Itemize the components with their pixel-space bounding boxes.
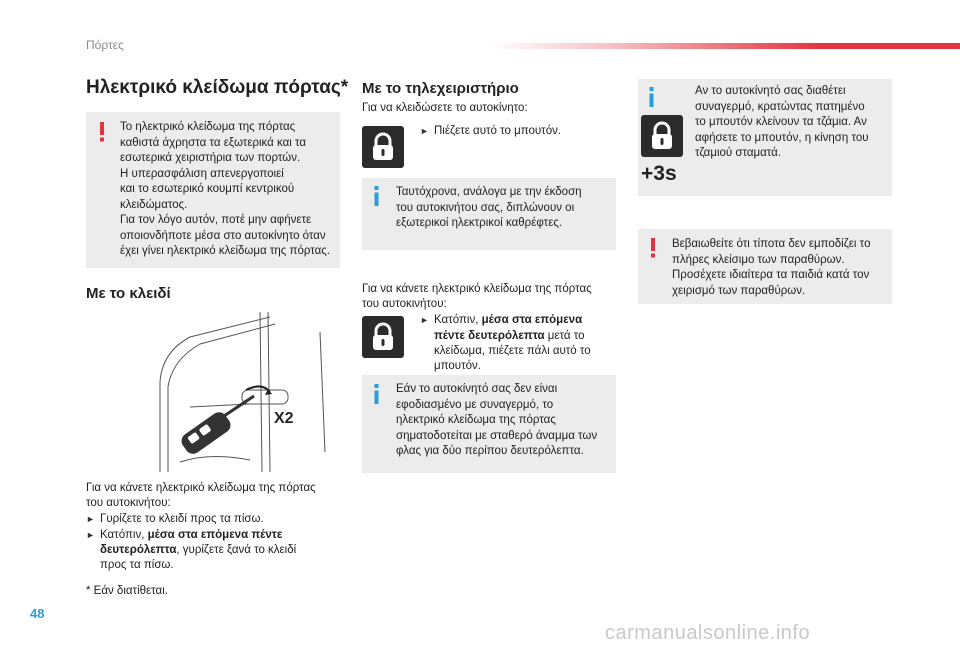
key-step-2: ► Κατόπιν, μέσα στα επόμενα πέντε [86, 528, 282, 544]
footnote: * Εάν διατίθεται. [86, 585, 168, 597]
then-step-cont-2: κλείδωμα, πιέζετε πάλι αυτό το [434, 345, 591, 357]
then-step: ► Κατόπιν, μέσα στα επόμενα [420, 313, 582, 329]
warning-icon [98, 122, 106, 142]
warning-windows-text: Βεβαιωθείτε ότι τίποτα δεν εμποδίζει το πλήρες κλείσιμο των παραθύρων. Προσέχετε ιδιαίτερα τα παιδιά κατά τον χειρισμό των παραθύρων. [672, 238, 871, 297]
then-step-cont-1: πέντε δευτερόλεπτα μετά το [434, 330, 585, 342]
info-icon [373, 384, 380, 404]
header-accent-bar [490, 43, 960, 49]
key-step-2-cont: δευτερόλεπτα, γυρίζετε ξανά το κλειδί [100, 544, 297, 556]
page-number: 48 [30, 606, 45, 621]
remote-intro: Για να κλειδώσετε το αυτοκίνητο: [362, 102, 528, 114]
deadlock-intro-line-1: Για να κάνετε ηλεκτρικό κλείδωμα της πόρτας [362, 283, 592, 295]
warning-text: Το ηλεκτρικό κλείδωμα της πόρτας καθιστά άχρηστα τα εξωτερικά και τα εσωτερικά χειριστήρια των πορτών. Η υπερασφάλιση απενεργοποιεί και το εσωτερικό κουμπί κεντρικού κλειδώματος. Για τον λόγο αυτόν, ποτέ μην αφήνετε οποιονδήποτε μέσα στο αυτοκίνητο όταν έχει γίνει ηλεκτρικό κλείδωμα της πόρτας. [120, 121, 331, 257]
key-intro-line-1: Για να κάνετε ηλεκτρικό κλείδωμα της πόρτας [86, 482, 316, 494]
bullet-arrow-icon: ► [420, 126, 429, 136]
key-step-2-cont-2: προς τα πίσω. [100, 559, 174, 571]
info-icon [648, 87, 655, 107]
info-mirrors-text: Ταυτόχρονα, ανάλογα με την έκδοση του αυτοκινήτου σας, διπλώνουν οι εξωτερικοί ηλεκτρικοί καθρέφτες. [396, 186, 582, 229]
lock-button-tile [362, 126, 404, 168]
key-intro-line-2: του αυτοκινήτου: [86, 497, 171, 509]
page-title: Ηλεκτρικό κλείδωμα πόρτας* [86, 77, 349, 98]
info-indicators-text: Εάν το αυτοκίνητό σας δεν είναι εφοδιασμένο με συναγερμό, το ηλεκτρικό κλείδωμα της πόρτας σηματοδοτείται με σταθερό άναμμα των φλας για δύο περίπου δευτερόλεπτα. [396, 383, 598, 457]
key-step-1: ► Γυρίζετε το κλειδί προς τα πίσω. [86, 512, 264, 528]
remote-heading: Με το τηλεχειριστήριο [362, 80, 519, 97]
padlock-icon [362, 316, 404, 358]
then-step-cont-3: μπουτόν. [434, 360, 481, 372]
info-icon [373, 186, 380, 206]
key-door-illustration [150, 312, 340, 474]
bullet-arrow-icon: ► [86, 514, 95, 524]
bullet-arrow-icon: ► [420, 315, 429, 325]
section-title: Πόρτες [86, 38, 124, 52]
warning-icon [649, 238, 657, 258]
watermark: carmanualsonline.info [605, 622, 811, 644]
key-heading: Με το κλειδί [86, 285, 171, 302]
info-windows-text: Αν το αυτοκίνητό σας διαθέτει συναγερμό, κρατώντας πατημένο το μπουτόν κλείνουν τα τζάμια. Αν αφήσετε το μπουτόν, η κίνηση του τζαμιού σταματά. [695, 85, 869, 159]
padlock-icon [641, 115, 683, 157]
repeat-label: X2 [274, 410, 294, 427]
lock-button-tile-2 [362, 316, 404, 358]
hold-duration-label: +3s [641, 162, 677, 185]
padlock-icon [362, 126, 404, 168]
bullet-arrow-icon: ► [86, 530, 95, 540]
press-instruction: ► Πιέζετε αυτό το μπουτόν. [420, 124, 561, 140]
lock-button-tile-3 [641, 115, 683, 157]
deadlock-intro-line-2: του αυτοκινήτου: [362, 298, 447, 310]
key-icon [178, 396, 254, 457]
